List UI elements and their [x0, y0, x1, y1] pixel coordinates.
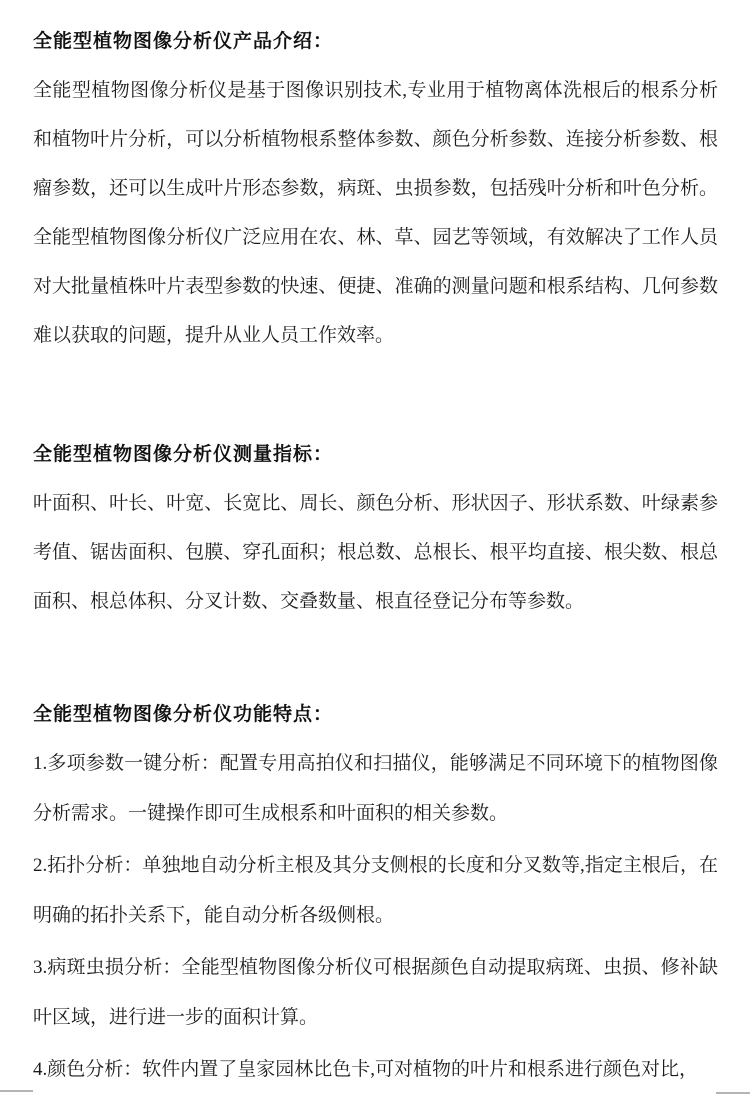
feature-item-2: 2.拓扑分析：单独地自动分析主根及其分支侧根的长度和分叉数等,指定主根后，在明确的拓扑关系下，能自动分析各级侧根。 — [33, 855, 718, 926]
feature-item-3: 3.病斑虫损分析：全能型植物图像分析仪可根据颜色自动提取病斑、虫损、修补缺叶区域，进行进一步的面积计算。 — [33, 957, 718, 1028]
feature-item-1: 1.多项参数一键分析：配置专用高拍仪和扫描仪，能够满足不同环境下的植物图像分析需求。一键操作即可生成根系和叶面积的相关参数。 — [33, 753, 718, 824]
section-heading-measurement-metrics: 全能型植物图像分析仪测量指标： — [33, 444, 334, 465]
paragraph-product-intro: 全能型植物图像分析仪是基于图像识别技术,专业用于植物离体洗根后的根系分析和植物叶片分析，可以分析植物根系整体参数、颜色分析参数、连接分析参数、根瘤参数，还可以生成叶片形态参数，病斑、虫损参数，包括残叶分析和叶色分析。全能型植物图像分析仪广泛应用在农、林、草、园艺等领域，有效解决了工作人员对大批量植株叶片表型参数的快速、便捷、准确的测量问题和根系结构、几何参数难以获取的问题，提升从业人员工作效率。 — [33, 80, 718, 346]
section-product-intro — [33, 17, 718, 360]
section-measurement-metrics — [33, 430, 718, 626]
section-heading-features: 全能型植物图像分析仪功能特点： — [33, 704, 334, 725]
feature-item-4: 4.颜色分析：软件内置了皇家园林比色卡,可对植物的叶片和根系进行颜色对比， — [33, 1059, 699, 1080]
paragraph-measurement-metrics: 叶面积、叶长、叶宽、长宽比、周长、颜色分析、形状因子、形状系数、叶绿素参考值、锯齿面积、包膜、穿孔面积；根总数、总根长、根平均直接、根尖数、根总面积、根总体积、分叉计数、交叠数量、根直径登记分布等参数。 — [33, 493, 718, 612]
section-heading-product-intro: 全能型植物图像分析仪产品介绍： — [33, 31, 334, 52]
page-margin-mark-left — [0, 1090, 33, 1092]
page-margin-mark-right — [716, 1092, 750, 1094]
section-feature-list — [33, 690, 718, 1095]
